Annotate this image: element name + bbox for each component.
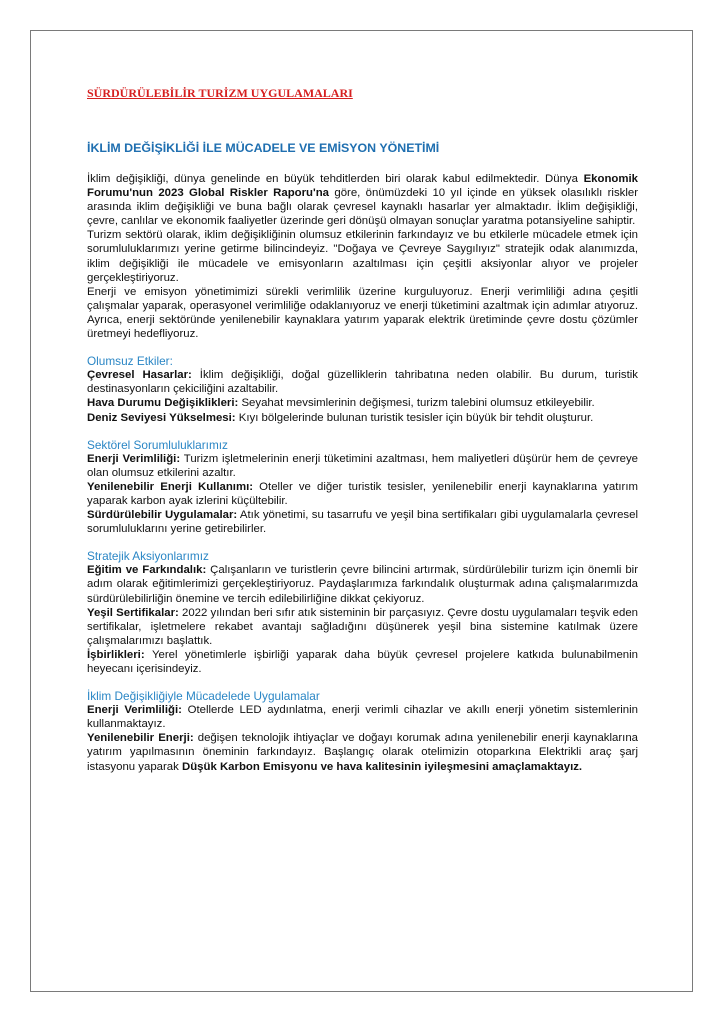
item-text: İklim değişikliği, doğal güzelliklerin tahribatına neden olabilir. Bu durum, turistik destinasyonların çekiciliğini azaltabilir. bbox=[87, 369, 638, 396]
item-label: Eğitim ve Farkındalık: bbox=[87, 564, 207, 577]
item-label: Yeşil Sertifikalar: bbox=[87, 606, 179, 619]
intro-text: göre, önümüzdeki 10 yıl içinde en yüksek olasılıklı riskler arasında iklim değişikliği ve buna bağlı olarak çevresel kaynaklı hasarlar yer almaktadır. İklim değişikliği, çevre, canlılar ve ekonomik faaliyetler üzerinde geri dönüşü olmayan sonuçlar yaratma potansiyeline sahiptir. bbox=[87, 187, 638, 228]
item-emphasis: Düşük Karbon Emisyonu ve hava kalitesinin iyileşmesini amaçlamaktayız. bbox=[181, 760, 583, 773]
item-text: 2022 yılından beri sıfır atık sisteminin bir parçasıyız. Çevre dostu uygulamaları teşvik eden sertifikalar, işletmelere rekabet avantajı sağladığını düşünerek yeşil bina sistemine katılmak üzere çalışmalarımızı başlattık. bbox=[87, 606, 638, 647]
item-text: Atık yönetimi, su tasarrufu ve yeşil bina sertifikaları gibi uygulamalarla çevresel sorumluluklarını yerine getirebilirler. bbox=[87, 509, 638, 536]
item-text: Yerel yönetimlerle işbirliği yaparak daha büyük çevresel projelere katkıda bulunabilmenin heyecanı içerisindeyiz. bbox=[87, 648, 638, 675]
item-text: Çalışanların ve turistlerin çevre bilincini artırmak, sürdürülebilir turizm için önemli bir adım olarak eğitimlerimizi gerçekleştiriyoruz. Paydaşlarımıza farkındalık oluşturmak adına çalışmalarımızda sürdürülebilirliğin önemine ve tercih edilebilirliğine dikkat çekiyoruz. bbox=[87, 564, 638, 605]
negative-item bbox=[87, 411, 638, 425]
document-title: SÜRDÜRÜLEBİLİR TURİZM UYGULAMALARI bbox=[87, 86, 353, 100]
negative-item bbox=[87, 368, 638, 396]
item-text: değişen teknolojik ihtiyaçlar ve doğayı korumak adına yenilenebilir enerji kaynaklarına yatırım yapılmasının öneminin farkındayız. Başlangıç olarak otelimizin otoparkına Elektrikli araç şarj istasyonu yaparak bbox=[87, 732, 638, 773]
practices-heading: İklim Değişikliğiyle Mücadelede Uygulamalar bbox=[87, 689, 320, 704]
strategic-actions-heading: Stratejik Aksiyonlarımız bbox=[87, 549, 209, 564]
responsibility-item bbox=[87, 452, 638, 480]
document-body bbox=[87, 86, 638, 774]
report-name: Ekonomik Forumu'nun 2023 Global Riskler Raporu'na bbox=[87, 173, 638, 200]
intro-paragraph-2: Turizm sektörü olarak, iklim değişikliğinin olumsuz etkilerinin farkındayız ve bu etkilerle mücadele etmek için sorumluluklarımızı yerine getirme bilincindeyiz. "Doğaya ve Çevreye Saygılıyız" stratejik odak alanımızda, iklim değişikliği ile mücadele ve emisyonların azaltılması için çeşitli aksiyonlar alıyor ve projeler gerçekleştiriyoruz. bbox=[87, 229, 638, 284]
intro-paragraph-3: Enerji ve emisyon yönetimimizi sürekli verimlilik üzerine kurguluyoruz. Enerji verimliliği adına çeşitli çalışmalar yaparak, operasyonel verimliliğe odaklanıyoruz ve enerji tüketimini azaltmak için adımlar atıyoruz. Ayrıca, enerji sektöründe yenilenebilir kaynaklara yatırım yaparak elektrik üretiminde çevre dostu çözümler üretmeyi hedefliyoruz. bbox=[87, 285, 638, 341]
item-label: Hava Durumu Değişiklikleri: bbox=[87, 397, 239, 410]
action-item bbox=[87, 563, 638, 605]
item-text: Seyahat mevsimlerinin değişmesi, turizm talebini olumsuz etkileyebilir. bbox=[238, 397, 595, 410]
section-title: İKLİM DEĞİŞİKLİĞİ İLE MÜCADELE VE EMİSYON YÖNETİMİ bbox=[87, 141, 440, 155]
responsibility-item bbox=[87, 508, 638, 536]
item-text: Turizm işletmelerinin enerji tüketimini azaltması, hem maliyetleri düşürür hem de çevreye olan olumsuz etkilerini azaltır. bbox=[87, 452, 639, 479]
item-label: Çevresel Hasarlar: bbox=[87, 369, 192, 382]
item-text: Oteller ve diğer turistik tesisler, yenilenebilir enerji kaynaklarına yatırım yaparak karbon ayak izlerini küçültebilir. bbox=[87, 480, 638, 507]
item-label: Sürdürülebilir Uygulamalar: bbox=[87, 509, 238, 522]
practice-item bbox=[87, 703, 638, 731]
item-label: Enerji Verimliliği: bbox=[87, 452, 181, 465]
action-item bbox=[87, 606, 638, 648]
intro-text: İklim değişikliği, dünya genelinde en büyük tehditlerden biri olarak kabul edilmektedir. Dünya bbox=[87, 173, 584, 185]
intro-paragraph-1 bbox=[87, 172, 638, 228]
responsibilities-heading: Sektörel Sorumluluklarımız bbox=[87, 437, 228, 452]
item-label: Enerji Verimliliği: bbox=[87, 704, 182, 717]
item-label: İşbirlikleri: bbox=[87, 648, 145, 661]
item-label: Yenilenebilir Enerji Kullanımı: bbox=[87, 480, 254, 493]
item-text: Otellerde LED aydınlatma, enerji verimli cihazlar ve akıllı enerji yönetim sistemlerinin kullanmaktayız. bbox=[87, 704, 638, 731]
item-text: Kıyı bölgelerinde bulunan turistik tesisler için büyük bir tehdit oluşturur. bbox=[235, 411, 594, 424]
item-label: Deniz Seviyesi Yükselmesi: bbox=[87, 411, 236, 424]
item-label: Yenilenebilir Enerji: bbox=[87, 732, 194, 745]
negative-effects-heading: Olumsuz Etkiler: bbox=[87, 354, 173, 369]
action-item bbox=[87, 648, 638, 676]
responsibility-item bbox=[87, 480, 638, 508]
practice-item bbox=[87, 731, 638, 773]
negative-item bbox=[87, 396, 638, 410]
